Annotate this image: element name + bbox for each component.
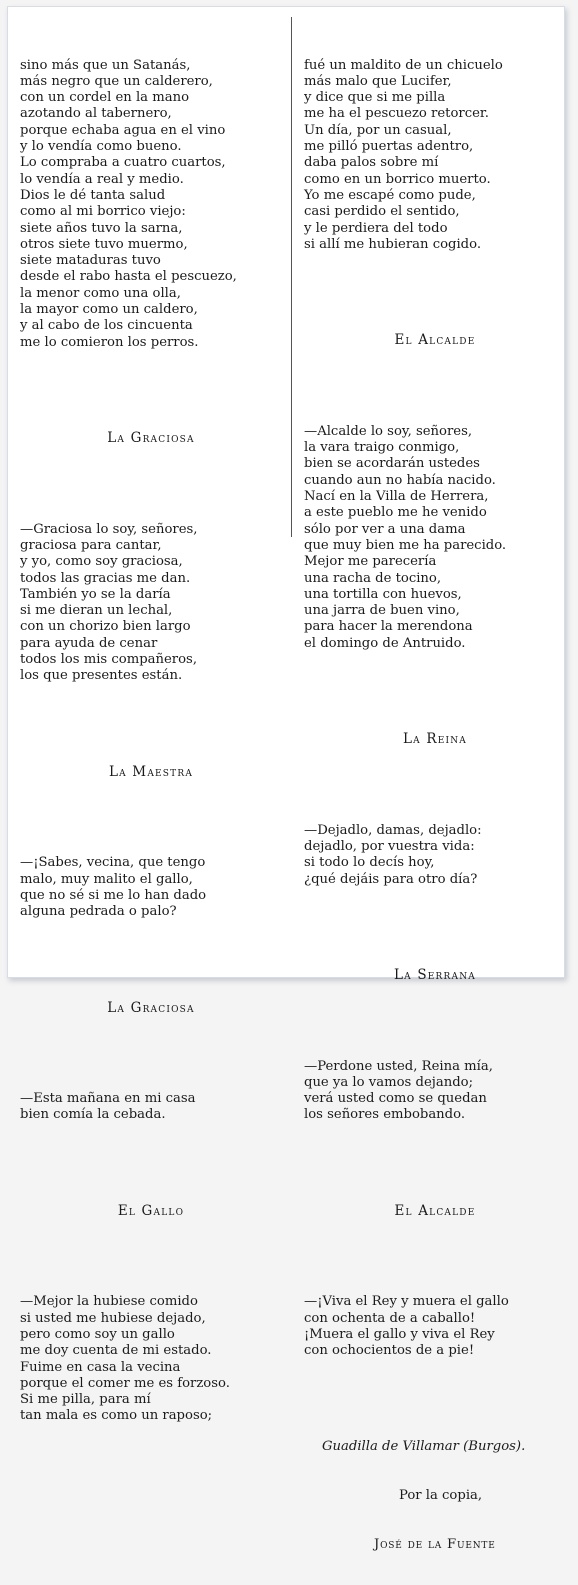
- verse-line: —Mejor la hubiese comido: [20, 1294, 198, 1310]
- verse-line: si me dieran un lechal,: [20, 603, 173, 619]
- verse-line: más malo que Lucifer,: [304, 73, 452, 89]
- verse-line: —Graciosa lo soy, señores,: [20, 521, 198, 537]
- document-page: [7, 6, 565, 1552]
- verse-line: y al cabo de los cincuenta: [20, 318, 193, 334]
- stanza-graciosa-2: [20, 1091, 282, 1124]
- verse-line: daba palos sobre mí: [304, 155, 439, 171]
- verse-line: —Dejadlo, damas, dejadlo:: [304, 822, 482, 838]
- heading-el-gallo: El Gallo: [117, 1202, 185, 1219]
- verse-line: me lo comieron los perros.: [20, 334, 199, 350]
- verse-line: porque el comer me es forzoso.: [20, 1375, 230, 1391]
- verse-line: una racha de tocino,: [304, 570, 442, 586]
- signature-place: Guadilla de Villamar (Burgos).: [322, 1438, 526, 1454]
- heading-la-maestra: La Maestra: [108, 763, 194, 780]
- verse-line: que muy bien me ha parecido.: [304, 537, 507, 553]
- verse-line: la mayor como un caldero,: [20, 302, 198, 318]
- heading-la-graciosa-2: La Graciosa: [107, 999, 195, 1016]
- heading-la-serrana: La Serrana: [393, 967, 476, 984]
- verse-line: dejadlo, por vuestra vida:: [304, 838, 475, 854]
- stanza-serrana: [304, 1059, 566, 1124]
- verse-line: Dios le dé tanta salud: [20, 187, 166, 203]
- verse-line: como al mi borrico viejo:: [20, 204, 186, 220]
- verse-line: todos los mis compañeros,: [20, 651, 198, 667]
- verse-line: si todo lo decís hoy,: [304, 855, 435, 871]
- verse-line: casi perdido el sentido,: [304, 204, 460, 220]
- verse-line: a este pueblo me he venido: [304, 505, 487, 521]
- verse-line: me pilló puertas adentro,: [304, 139, 474, 155]
- column-divider: [291, 17, 292, 537]
- verse-line: —¡Sabes, vecina, que tengo: [20, 855, 206, 871]
- verse-line: si allí me hubieran cogido.: [304, 236, 482, 252]
- verse-line: Lo compraba a cuatro cuartos,: [20, 155, 226, 171]
- verse-line: sino más que un Satanás,: [20, 57, 191, 73]
- verse-line: y lo vendía como bueno.: [20, 139, 182, 155]
- verse-line: si usted me hubiese dejado,: [20, 1310, 206, 1326]
- verse-line: —¡Viva el Rey y muera el gallo: [304, 1294, 509, 1310]
- verse-line: me ha el pescuezo retorcer.: [304, 106, 489, 122]
- verse-line: para hacer la merendona: [304, 619, 473, 635]
- stanza-alcalde-2: [304, 1294, 566, 1359]
- verse-line: ¡Muera el gallo y viva el Rey: [304, 1326, 495, 1342]
- heading-el-alcalde: El Alcalde: [394, 332, 476, 349]
- verse-line: los que presentes están.: [20, 668, 183, 684]
- verse-line: desde el rabo hasta el pescuezo,: [20, 269, 237, 285]
- verse-line: para ayuda de cenar: [20, 635, 158, 651]
- verse-line: con ochenta de a caballo!: [304, 1310, 476, 1326]
- verse-line: los señores embobando.: [304, 1107, 466, 1123]
- verse-line: ¿qué dejáis para otro día?: [304, 871, 478, 887]
- stanza-reina: [304, 823, 566, 888]
- verse-line: que no sé si me lo han dado: [20, 887, 207, 903]
- verse-line: y le perdiera del todo: [304, 220, 448, 236]
- stanza-alcalde-1: [304, 424, 566, 652]
- verse-line: azotando al tabernero,: [20, 106, 172, 122]
- verse-line: la vara traigo conmigo,: [304, 440, 460, 456]
- verse-line: —Alcalde lo soy, señores,: [304, 423, 473, 439]
- verse-line: porque echaba agua en el vino: [20, 122, 226, 138]
- verse-line: sólo por ver a una dama: [304, 521, 466, 537]
- verse-line: bien comía la cebada.: [20, 1107, 166, 1123]
- verse-line: una tortilla con huevos,: [304, 586, 462, 602]
- verse-line: todos las gracias me dan.: [20, 570, 191, 586]
- signature-author: José de la Fuente: [374, 1536, 496, 1552]
- verse-line: me doy cuenta de mi estado.: [20, 1343, 212, 1359]
- verse-line: más negro que un calderero,: [20, 73, 213, 89]
- verse-line: con un chorizo bien largo: [20, 619, 191, 635]
- verse-line: la menor como una olla,: [20, 285, 181, 301]
- verse-line: otros siete tuvo muermo,: [20, 236, 188, 252]
- verse-line: tan mala es como un raposo;: [20, 1408, 213, 1424]
- verse-line: alguna pedrada o palo?: [20, 904, 177, 920]
- verse-line: verá usted como se quedan: [304, 1091, 487, 1107]
- verse-line: Si me pilla, para mí: [20, 1392, 151, 1408]
- heading-el-alcalde-2: El Alcalde: [394, 1202, 476, 1219]
- verse-line: malo, muy malito el gallo,: [20, 871, 193, 887]
- verse-line: que ya lo vamos dejando;: [304, 1074, 474, 1090]
- verse-line: bien se acordarán ustedes: [304, 456, 480, 472]
- verse-line: y yo, como soy graciosa,: [20, 554, 183, 570]
- verse-line: una jarra de buen vino,: [304, 603, 460, 619]
- verse-line: como en un borrico muerto.: [304, 171, 491, 187]
- heading-la-reina: La Reina: [402, 731, 468, 748]
- verse-line: cuando aun no había nacido.: [304, 472, 496, 488]
- verse-line: lo vendía a real y medio.: [20, 171, 184, 187]
- verse-line: Fuime en casa la vecina: [20, 1359, 181, 1375]
- signature-copy-note: Por la copia,: [399, 1487, 483, 1503]
- heading-la-graciosa: La Graciosa: [107, 430, 195, 447]
- verse-line: graciosa para cantar,: [20, 537, 162, 553]
- verse-line: —Perdone usted, Reina mía,: [304, 1058, 493, 1074]
- verse-line: con un cordel en la mano: [20, 90, 190, 106]
- verse-line: pero como soy un gallo: [20, 1326, 175, 1342]
- verse-line: Yo me escapé como pude,: [304, 187, 476, 203]
- verse-line: —Esta mañana en mi casa: [20, 1091, 196, 1107]
- verse-line: Un día, por un casual,: [304, 122, 452, 138]
- right-stanza-1: [304, 58, 566, 254]
- stanza-gallo: [20, 1294, 282, 1424]
- stanza-graciosa-1: [20, 522, 282, 685]
- verse-line: el domingo de Antruido.: [304, 635, 466, 651]
- verse-line: siete años tuvo la sarna,: [20, 220, 183, 236]
- verse-line: siete mataduras tuvo: [20, 253, 161, 269]
- left-stanza-1: [20, 58, 282, 351]
- verse-line: También yo se la daría: [20, 586, 171, 602]
- verse-line: fué un maldito de un chicuelo: [304, 57, 503, 73]
- verse-line: con ochocientos de a pie!: [304, 1343, 475, 1359]
- stanza-maestra: [20, 855, 282, 920]
- right-column: [304, 25, 566, 1585]
- verse-line: Nací en la Villa de Herrera,: [304, 489, 489, 505]
- verse-line: y dice que si me pilla: [304, 90, 446, 106]
- verse-line: Mejor me parecería: [304, 554, 437, 570]
- left-column: [20, 25, 282, 1457]
